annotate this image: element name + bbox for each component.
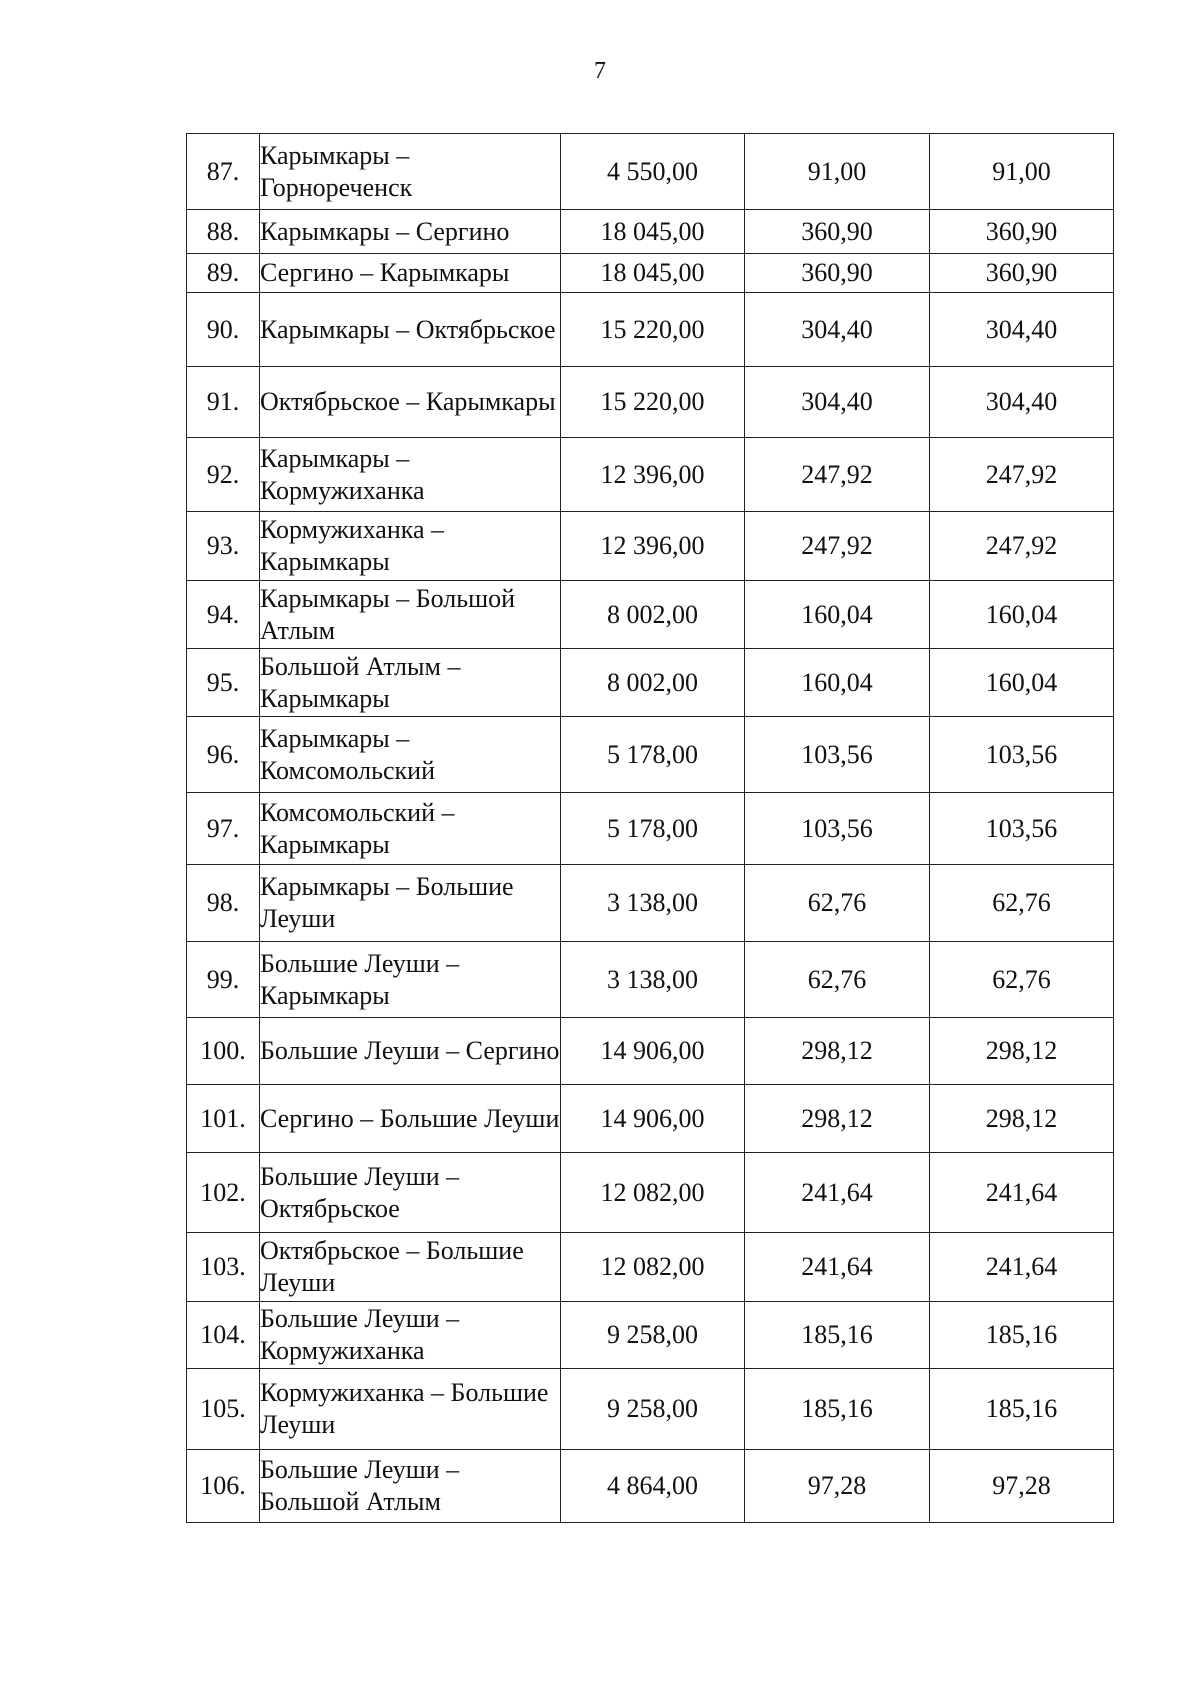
value-col-2: 304,40 (745, 367, 930, 438)
route-name: Большие Леуши – Кормужиханка (260, 1302, 561, 1369)
row-number: 106. (187, 1450, 260, 1523)
value-col-2: 97,28 (745, 1450, 930, 1523)
value-col-3: 62,76 (930, 942, 1114, 1018)
route-name: Карымкары – Кормужиханка (260, 438, 561, 512)
table-row (187, 1450, 1114, 1523)
value-col-1: 4 864,00 (561, 1450, 745, 1523)
value-col-2: 241,64 (745, 1153, 930, 1233)
value-col-3: 62,76 (930, 865, 1114, 942)
table-row (187, 865, 1114, 942)
row-number: 87. (187, 134, 260, 210)
value-col-3: 247,92 (930, 512, 1114, 581)
value-col-1: 14 906,00 (561, 1018, 745, 1085)
value-col-2: 160,04 (745, 649, 930, 717)
table-row (187, 793, 1114, 865)
route-name: Октябрьское – Карымкары (260, 367, 561, 438)
row-number: 90. (187, 293, 260, 367)
table-row (187, 210, 1114, 254)
row-number: 92. (187, 438, 260, 512)
value-col-2: 360,90 (745, 210, 930, 254)
row-number: 96. (187, 717, 260, 793)
route-name: Большие Леуши – Большой Атлым (260, 1450, 561, 1523)
row-number: 94. (187, 581, 260, 649)
value-col-3: 247,92 (930, 438, 1114, 512)
value-col-3: 103,56 (930, 793, 1114, 865)
value-col-2: 91,00 (745, 134, 930, 210)
row-number: 105. (187, 1369, 260, 1450)
table-row (187, 1302, 1114, 1369)
row-number: 104. (187, 1302, 260, 1369)
value-col-2: 160,04 (745, 581, 930, 649)
route-name: Большие Леуши – Карымкары (260, 942, 561, 1018)
value-col-2: 185,16 (745, 1302, 930, 1369)
row-number: 99. (187, 942, 260, 1018)
value-col-1: 12 396,00 (561, 512, 745, 581)
route-name: Большие Леуши – Октябрьское (260, 1153, 561, 1233)
row-number: 91. (187, 367, 260, 438)
value-col-3: 97,28 (930, 1450, 1114, 1523)
route-name: Карымкары – Большой Атлым (260, 581, 561, 649)
value-col-2: 298,12 (745, 1085, 930, 1153)
table-row (187, 717, 1114, 793)
value-col-1: 14 906,00 (561, 1085, 745, 1153)
value-col-2: 360,90 (745, 254, 930, 293)
value-col-1: 12 082,00 (561, 1233, 745, 1302)
table-row (187, 1018, 1114, 1085)
value-col-2: 241,64 (745, 1233, 930, 1302)
value-col-1: 12 396,00 (561, 438, 745, 512)
row-number: 97. (187, 793, 260, 865)
table-row (187, 438, 1114, 512)
value-col-1: 8 002,00 (561, 581, 745, 649)
value-col-2: 247,92 (745, 438, 930, 512)
table-row (187, 1085, 1114, 1153)
value-col-1: 15 220,00 (561, 367, 745, 438)
table-row (187, 134, 1114, 210)
table-row (187, 254, 1114, 293)
value-col-1: 18 045,00 (561, 254, 745, 293)
route-name: Большие Леуши – Сергино (260, 1018, 561, 1085)
route-name: Карымкары – Сергино (260, 210, 561, 254)
table-row (187, 367, 1114, 438)
table-row (187, 581, 1114, 649)
table-row (187, 512, 1114, 581)
table-row (187, 1233, 1114, 1302)
value-col-1: 15 220,00 (561, 293, 745, 367)
route-name: Октябрьское – Большие Леуши (260, 1233, 561, 1302)
value-col-3: 185,16 (930, 1302, 1114, 1369)
route-name: Карымкары – Октябрьское (260, 293, 561, 367)
value-col-2: 103,56 (745, 717, 930, 793)
route-name: Большой Атлым – Карымкары (260, 649, 561, 717)
row-number: 100. (187, 1018, 260, 1085)
value-col-2: 103,56 (745, 793, 930, 865)
row-number: 93. (187, 512, 260, 581)
route-name: Карымкары – Комсомольский (260, 717, 561, 793)
value-col-1: 12 082,00 (561, 1153, 745, 1233)
value-col-3: 304,40 (930, 367, 1114, 438)
value-col-3: 304,40 (930, 293, 1114, 367)
value-col-3: 360,90 (930, 210, 1114, 254)
value-col-2: 62,76 (745, 942, 930, 1018)
table-row (187, 1369, 1114, 1450)
value-col-3: 185,16 (930, 1369, 1114, 1450)
value-col-3: 241,64 (930, 1153, 1114, 1233)
row-number: 88. (187, 210, 260, 254)
value-col-1: 3 138,00 (561, 942, 745, 1018)
value-col-1: 8 002,00 (561, 649, 745, 717)
route-name: Карымкары – Большие Леуши (260, 865, 561, 942)
value-col-3: 91,00 (930, 134, 1114, 210)
row-number: 89. (187, 254, 260, 293)
value-col-3: 298,12 (930, 1018, 1114, 1085)
value-col-1: 18 045,00 (561, 210, 745, 254)
page-number: 7 (594, 58, 606, 84)
route-name: Сергино – Карымкары (260, 254, 561, 293)
value-col-3: 360,90 (930, 254, 1114, 293)
value-col-2: 304,40 (745, 293, 930, 367)
value-col-1: 5 178,00 (561, 793, 745, 865)
row-number: 102. (187, 1153, 260, 1233)
table-row (187, 942, 1114, 1018)
value-col-1: 4 550,00 (561, 134, 745, 210)
route-name: Карымкары – Горнореченск (260, 134, 561, 210)
row-number: 103. (187, 1233, 260, 1302)
route-name: Кормужиханка – Карымкары (260, 512, 561, 581)
value-col-1: 9 258,00 (561, 1302, 745, 1369)
row-number: 101. (187, 1085, 260, 1153)
value-col-1: 9 258,00 (561, 1369, 745, 1450)
value-col-3: 298,12 (930, 1085, 1114, 1153)
value-col-3: 160,04 (930, 581, 1114, 649)
value-col-2: 298,12 (745, 1018, 930, 1085)
value-col-2: 247,92 (745, 512, 930, 581)
value-col-2: 185,16 (745, 1369, 930, 1450)
table-row (187, 649, 1114, 717)
value-col-3: 241,64 (930, 1233, 1114, 1302)
route-name: Кормужиханка – Большие Леуши (260, 1369, 561, 1450)
row-number: 98. (187, 865, 260, 942)
table-row (187, 1153, 1114, 1233)
value-col-2: 62,76 (745, 865, 930, 942)
value-col-3: 160,04 (930, 649, 1114, 717)
route-name: Сергино – Большие Леуши (260, 1085, 561, 1153)
row-number: 95. (187, 649, 260, 717)
table-row (187, 293, 1114, 367)
routes-table (186, 133, 1114, 1523)
value-col-1: 5 178,00 (561, 717, 745, 793)
route-name: Комсомольский – Карымкары (260, 793, 561, 865)
value-col-3: 103,56 (930, 717, 1114, 793)
value-col-1: 3 138,00 (561, 865, 745, 942)
